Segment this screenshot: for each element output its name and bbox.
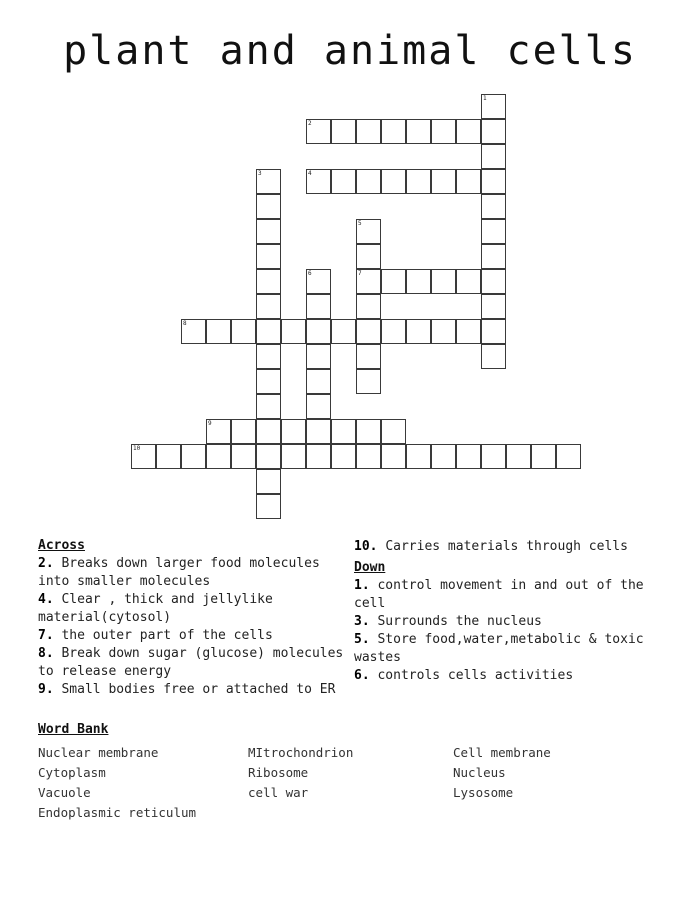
clue-across-10 bbox=[354, 538, 664, 556]
crossword-cell[interactable] bbox=[306, 444, 331, 469]
crossword-cell[interactable] bbox=[356, 294, 381, 319]
word-bank-row bbox=[38, 763, 664, 783]
word-bank-item: Ribosome bbox=[248, 765, 309, 780]
clue-number: 10. bbox=[354, 539, 378, 554]
clue-text: control movement in and out of the cell bbox=[354, 578, 644, 611]
clue-text: Clear , thick and jellylike material(cytosol) bbox=[38, 592, 273, 625]
crossword-cell[interactable] bbox=[256, 294, 281, 319]
word-bank-row bbox=[38, 803, 664, 823]
crossword-cell[interactable] bbox=[381, 119, 406, 144]
crossword-cell[interactable] bbox=[281, 419, 306, 444]
crossword-cell[interactable] bbox=[456, 444, 481, 469]
crossword-cell[interactable] bbox=[356, 169, 381, 194]
down-heading: Down bbox=[354, 560, 386, 575]
crossword-cell[interactable] bbox=[356, 344, 381, 369]
crossword-cell[interactable] bbox=[331, 444, 356, 469]
crossword-cell[interactable] bbox=[331, 319, 356, 344]
crossword-cell-number: 3 bbox=[258, 170, 262, 177]
crossword-cell[interactable] bbox=[306, 294, 331, 319]
clue-text: Carries materials through cells bbox=[385, 539, 628, 554]
crossword-cell[interactable] bbox=[406, 444, 431, 469]
crossword-cell-number: 8 bbox=[183, 320, 187, 327]
crossword-cell-number: 1 bbox=[483, 95, 487, 102]
word-bank-item: Cytoplasm bbox=[38, 765, 106, 780]
crossword-cell[interactable] bbox=[356, 219, 381, 244]
crossword-cell[interactable] bbox=[306, 419, 331, 444]
crossword-cell-number: 4 bbox=[308, 170, 312, 177]
crossword-cell[interactable] bbox=[381, 419, 406, 444]
crossword-cell[interactable] bbox=[456, 169, 481, 194]
crossword-cell[interactable] bbox=[481, 344, 506, 369]
clue-down-1 bbox=[354, 577, 664, 613]
crossword-cell[interactable] bbox=[356, 444, 381, 469]
crossword-cell[interactable] bbox=[356, 369, 381, 394]
clue-number: 9. bbox=[38, 682, 54, 697]
across-heading: Across bbox=[38, 538, 85, 553]
word-bank-heading: Word Bank bbox=[38, 722, 109, 737]
crossword-cell[interactable] bbox=[431, 319, 456, 344]
crossword-cell[interactable] bbox=[331, 419, 356, 444]
crossword-cell[interactable] bbox=[256, 219, 281, 244]
word-bank-row bbox=[38, 783, 664, 803]
crossword-cell-number: 10 bbox=[133, 445, 141, 452]
crossword-cell[interactable] bbox=[356, 119, 381, 144]
crossword-cell[interactable] bbox=[156, 444, 181, 469]
crossword-cell[interactable] bbox=[381, 444, 406, 469]
crossword-cell[interactable] bbox=[481, 144, 506, 169]
crossword-cell[interactable] bbox=[481, 269, 506, 294]
page-title: plant and animal cells bbox=[63, 28, 637, 74]
crossword-cell[interactable] bbox=[481, 319, 506, 344]
crossword-cell[interactable] bbox=[481, 244, 506, 269]
word-bank-item: Nucleus bbox=[453, 765, 506, 780]
crossword-cell[interactable] bbox=[306, 369, 331, 394]
word-bank-row bbox=[38, 743, 664, 763]
crossword-cell[interactable] bbox=[531, 444, 556, 469]
crossword-cell[interactable] bbox=[356, 319, 381, 344]
crossword-cell[interactable] bbox=[181, 444, 206, 469]
crossword-cell[interactable] bbox=[206, 419, 231, 444]
clue-text: controls cells activities bbox=[377, 668, 574, 683]
crossword-cell[interactable] bbox=[481, 219, 506, 244]
crossword-cell-number: 5 bbox=[358, 220, 362, 227]
crossword-cell-number: 2 bbox=[308, 120, 312, 127]
crossword-cell-number: 6 bbox=[308, 270, 312, 277]
crossword-cell[interactable] bbox=[256, 419, 281, 444]
crossword-cell[interactable] bbox=[256, 369, 281, 394]
clue-text: Break down sugar (glucose) molecules to release energy bbox=[38, 646, 344, 679]
clue-text: the outer part of the cells bbox=[61, 628, 273, 643]
clue-across-2 bbox=[38, 555, 350, 591]
crossword-cell[interactable] bbox=[181, 319, 206, 344]
clue-text: Store food,water,metabolic & toxic wastes bbox=[354, 632, 644, 665]
clue-down-6 bbox=[354, 667, 664, 685]
crossword-cell[interactable] bbox=[206, 319, 231, 344]
crossword-cell[interactable] bbox=[431, 169, 456, 194]
clue-number: 3. bbox=[354, 614, 370, 629]
crossword-cell[interactable] bbox=[431, 444, 456, 469]
crossword-cell[interactable] bbox=[256, 319, 281, 344]
crossword-cell[interactable] bbox=[256, 269, 281, 294]
crossword-cell[interactable] bbox=[306, 394, 331, 419]
clue-across-8 bbox=[38, 645, 350, 681]
crossword-cell[interactable] bbox=[456, 319, 481, 344]
crossword-cell[interactable] bbox=[481, 294, 506, 319]
word-bank-section bbox=[38, 722, 664, 823]
clue-text: Small bodies free or attached to ER bbox=[61, 682, 336, 697]
crossword-cell[interactable] bbox=[256, 344, 281, 369]
crossword-cell[interactable] bbox=[556, 444, 581, 469]
crossword-cell[interactable] bbox=[306, 344, 331, 369]
crossword-cell[interactable] bbox=[306, 169, 331, 194]
clue-text: Breaks down larger food molecules into smaller molecules bbox=[38, 556, 320, 589]
crossword-cell[interactable] bbox=[431, 119, 456, 144]
crossword-cell[interactable] bbox=[331, 119, 356, 144]
crossword-cell[interactable] bbox=[456, 269, 481, 294]
crossword-cell[interactable] bbox=[356, 244, 381, 269]
crossword-cell[interactable] bbox=[256, 244, 281, 269]
crossword-cell[interactable] bbox=[256, 169, 281, 194]
crossword-cell[interactable] bbox=[356, 269, 381, 294]
crossword-cell[interactable] bbox=[231, 444, 256, 469]
crossword-cell[interactable] bbox=[481, 119, 506, 144]
crossword-cell[interactable] bbox=[431, 269, 456, 294]
crossword-cell[interactable] bbox=[406, 169, 431, 194]
crossword-cell[interactable] bbox=[281, 319, 306, 344]
word-bank-item: Nuclear membrane bbox=[38, 745, 159, 760]
crossword-cell[interactable] bbox=[356, 419, 381, 444]
crossword-cell[interactable] bbox=[406, 269, 431, 294]
clue-number: 2. bbox=[38, 556, 54, 571]
word-bank-item: Endoplasmic reticulum bbox=[38, 805, 197, 820]
crossword-cell-number: 9 bbox=[208, 420, 212, 427]
word-bank-item: MItrochondrion bbox=[248, 745, 354, 760]
crossword-cell[interactable] bbox=[256, 469, 281, 494]
crossword-cell[interactable] bbox=[231, 319, 256, 344]
crossword-cell[interactable] bbox=[131, 444, 156, 469]
word-bank-item: cell war bbox=[248, 785, 309, 800]
crossword-cell[interactable] bbox=[481, 169, 506, 194]
crossword-cell[interactable] bbox=[481, 444, 506, 469]
clue-number: 5. bbox=[354, 632, 370, 647]
clue-down-3 bbox=[354, 613, 664, 631]
crossword-cell[interactable] bbox=[481, 194, 506, 219]
clues-column-right bbox=[354, 538, 664, 685]
crossword-cell[interactable] bbox=[506, 444, 531, 469]
clue-number: 8. bbox=[38, 646, 54, 661]
crossword-cell[interactable] bbox=[381, 269, 406, 294]
crossword-cell-number: 7 bbox=[358, 270, 362, 277]
crossword-cell[interactable] bbox=[231, 419, 256, 444]
clue-across-4 bbox=[38, 591, 350, 627]
clue-down-5 bbox=[354, 631, 664, 667]
crossword-cell[interactable] bbox=[481, 94, 506, 119]
crossword-cell[interactable] bbox=[256, 494, 281, 519]
clue-across-9 bbox=[38, 681, 350, 699]
clue-number: 1. bbox=[354, 578, 370, 593]
word-bank-item: Vacuole bbox=[38, 785, 91, 800]
word-bank-item: Cell membrane bbox=[453, 745, 551, 760]
crossword-cell[interactable] bbox=[306, 119, 331, 144]
crossword-grid bbox=[0, 88, 700, 518]
clue-number: 7. bbox=[38, 628, 54, 643]
crossword-cell[interactable] bbox=[256, 444, 281, 469]
crossword-cell[interactable] bbox=[381, 319, 406, 344]
clue-across-7 bbox=[38, 627, 350, 645]
crossword-cell[interactable] bbox=[206, 444, 231, 469]
clue-text: Surrounds the nucleus bbox=[377, 614, 542, 629]
clues-column-left bbox=[38, 538, 350, 699]
clue-number: 6. bbox=[354, 668, 370, 683]
crossword-cell[interactable] bbox=[281, 444, 306, 469]
crossword-cell[interactable] bbox=[406, 119, 431, 144]
clue-number: 4. bbox=[38, 592, 54, 607]
word-bank-item: Lysosome bbox=[453, 785, 514, 800]
crossword-cell[interactable] bbox=[381, 169, 406, 194]
crossword-cell[interactable] bbox=[406, 319, 431, 344]
crossword-cell[interactable] bbox=[331, 169, 356, 194]
crossword-cell[interactable] bbox=[256, 194, 281, 219]
crossword-cell[interactable] bbox=[306, 319, 331, 344]
crossword-cell[interactable] bbox=[256, 394, 281, 419]
crossword-cell[interactable] bbox=[306, 269, 331, 294]
crossword-cell[interactable] bbox=[456, 119, 481, 144]
